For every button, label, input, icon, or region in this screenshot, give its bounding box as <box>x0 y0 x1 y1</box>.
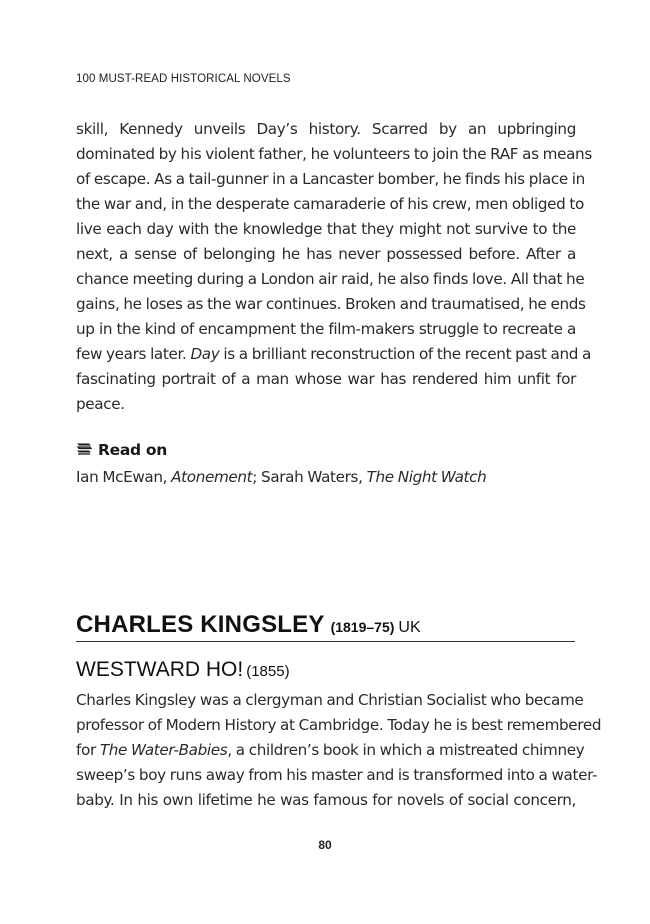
read-on-title: Atonement <box>171 468 253 486</box>
text-line <box>76 342 592 367</box>
running-head: 100 MUST-READ HISTORICAL NOVELS <box>76 73 291 85</box>
text-line: skill, Kennedy unveils Day’s history. Scarred by an upbringing <box>76 120 576 138</box>
book-year: (1855) <box>246 663 290 680</box>
read-on-author: ; Sarah Waters, <box>252 468 367 486</box>
author-name: CHARLES KINGSLEY <box>76 611 325 638</box>
text-line: baby. In his own lifetime he was famous for novels of social concern, <box>76 791 576 809</box>
author-dates: (1819–75) <box>330 619 395 635</box>
page-number: 80 <box>318 838 332 852</box>
text-line: chance meeting during a London air raid, he also finds love. All that he <box>76 270 585 288</box>
text-line: of escape. As a tail-gunner in a Lancaster bomber, he finds his place in <box>76 170 585 188</box>
read-on-label: Read on <box>98 441 167 459</box>
read-on-heading <box>76 441 167 459</box>
text-line: gains, he loses as the war continues. Broken and traumatised, he ends <box>76 295 586 313</box>
text-run: for <box>76 741 100 759</box>
text-run: few years later. <box>76 345 191 363</box>
text-line: professor of Modern History at Cambridge. Today he is best remembered <box>76 716 602 734</box>
text-line: fascinating portrait of a man whose war has rendered him unfit for <box>76 370 576 388</box>
text-line: live each day with the knowledge that they might not survive to the <box>76 220 576 238</box>
read-on-author: Ian McEwan, <box>76 468 172 486</box>
text-line: up in the kind of encampment the film-makers struggle to recreate a <box>76 320 576 338</box>
paragraph-kingsley-intro <box>76 688 602 813</box>
text-line: sweep’s boy runs away from his master and is transformed into a water- <box>76 766 598 784</box>
text-run: , a children’s book in which a mistreated chimney <box>227 741 585 759</box>
author-heading <box>76 611 575 642</box>
read-on-list <box>76 465 486 490</box>
book-title-water-babies: The Water-Babies <box>99 741 228 759</box>
text-line: next, a sense of belonging he has never possessed before. After a <box>76 245 576 263</box>
text-line <box>76 738 585 763</box>
read-on-title: The Night Watch <box>366 468 487 486</box>
text-line: the war and, in the desperate camaraderie of his crew, men obliged to <box>76 195 584 213</box>
book-title: WESTWARD HO! <box>76 658 244 681</box>
text-line: Charles Kingsley was a clergyman and Christian Socialist who became <box>76 691 584 709</box>
text-run: is a brilliant reconstruction of the recent past and a <box>219 345 592 363</box>
author-country: UK <box>398 619 421 636</box>
books-icon <box>76 442 92 456</box>
paragraph-day-review <box>76 117 592 417</box>
book-title-day: Day <box>190 345 220 363</box>
book-heading <box>76 658 290 682</box>
text-line: dominated by his violent father, he volunteers to join the RAF as means <box>76 145 592 163</box>
text-line: peace. <box>76 395 125 413</box>
